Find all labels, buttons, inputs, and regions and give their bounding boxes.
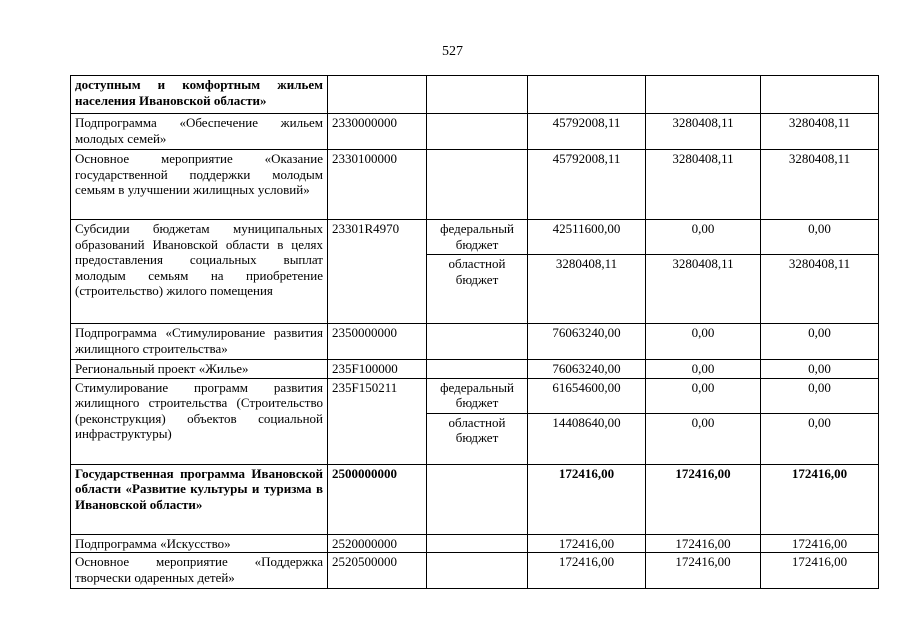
row-value-1: 61654600,00 <box>528 378 646 413</box>
row-value-1: 76063240,00 <box>528 360 646 379</box>
row-source <box>427 114 528 150</box>
row-name: Региональный проект «Жилье» <box>71 360 328 379</box>
row-value-3: 3280408,11 <box>761 255 879 324</box>
row-name: Основное мероприятие «Поддержка творчески одаренных детей» <box>71 553 328 589</box>
row-source <box>427 534 528 553</box>
row-value-1: 42511600,00 <box>528 220 646 255</box>
table-row <box>71 324 879 360</box>
row-value-1: 172416,00 <box>528 534 646 553</box>
row-source <box>427 360 528 379</box>
row-source <box>427 76 528 114</box>
row-value-2: 172416,00 <box>646 534 761 553</box>
row-value-3: 172416,00 <box>761 534 879 553</box>
row-name: Подпрограмма «Обеспечение жильем молодых семей» <box>71 114 328 150</box>
table-row <box>71 464 879 534</box>
row-code: 2330100000 <box>328 150 427 220</box>
row-name: Основное мероприятие «Оказание государственной поддержки молодым семьям в улучшении жилищных условий» <box>71 150 328 220</box>
row-value-2: 0,00 <box>646 360 761 379</box>
row-code: 2350000000 <box>328 324 427 360</box>
row-value-3: 172416,00 <box>761 553 879 589</box>
row-source <box>427 553 528 589</box>
row-name: Государственная программа Ивановской области «Развитие культуры и туризма в Ивановской области» <box>71 464 328 534</box>
row-value-3: 0,00 <box>761 324 879 360</box>
row-name: Стимулирование программ развития жилищного строительства (Строительство (реконструкция) объектов социальной инфраструктуры) <box>71 378 328 464</box>
row-value-3: 3280408,11 <box>761 150 879 220</box>
table-row <box>71 114 879 150</box>
row-value-1: 45792008,11 <box>528 150 646 220</box>
row-source <box>427 324 528 360</box>
table-row <box>71 220 879 255</box>
row-value-3: 0,00 <box>761 413 879 464</box>
row-value-3: 0,00 <box>761 360 879 379</box>
row-value-2: 0,00 <box>646 220 761 255</box>
row-value-3: 3280408,11 <box>761 114 879 150</box>
row-value-3: 0,00 <box>761 378 879 413</box>
table-row <box>71 378 879 413</box>
row-code: 2520500000 <box>328 553 427 589</box>
row-value-2: 172416,00 <box>646 464 761 534</box>
row-code: 2330000000 <box>328 114 427 150</box>
row-code: 2520000000 <box>328 534 427 553</box>
table-row <box>71 534 879 553</box>
row-value-2: 0,00 <box>646 378 761 413</box>
row-value-1: 14408640,00 <box>528 413 646 464</box>
row-source <box>427 464 528 534</box>
row-value-2: 172416,00 <box>646 553 761 589</box>
row-source: федеральный бюджет <box>427 220 528 255</box>
row-value-3: 0,00 <box>761 220 879 255</box>
row-value-2: 3280408,11 <box>646 255 761 324</box>
page-number: 527 <box>442 44 463 59</box>
row-source: областной бюджет <box>427 413 528 464</box>
row-value-3: 172416,00 <box>761 464 879 534</box>
budget-table <box>70 75 879 589</box>
table-row <box>71 553 879 589</box>
row-value-1: 3280408,11 <box>528 255 646 324</box>
table-row <box>71 76 879 114</box>
row-value-1: 172416,00 <box>528 464 646 534</box>
row-value-2: 0,00 <box>646 324 761 360</box>
row-value-1 <box>528 76 646 114</box>
row-source: областной бюджет <box>427 255 528 324</box>
row-code: 23301R4970 <box>328 220 427 324</box>
row-value-2 <box>646 76 761 114</box>
row-code: 235F100000 <box>328 360 427 379</box>
row-name: доступным и комфортным жильем населения Ивановской области» <box>71 76 328 114</box>
row-value-2: 3280408,11 <box>646 114 761 150</box>
row-value-3 <box>761 76 879 114</box>
row-code <box>328 76 427 114</box>
row-code: 2500000000 <box>328 464 427 534</box>
row-name: Подпрограмма «Стимулирование развития жилищного строительства» <box>71 324 328 360</box>
row-source <box>427 150 528 220</box>
table-row <box>71 360 879 379</box>
row-value-2: 3280408,11 <box>646 150 761 220</box>
row-code: 235F150211 <box>328 378 427 464</box>
row-value-1: 45792008,11 <box>528 114 646 150</box>
row-name: Субсидии бюджетам муниципальных образований Ивановской области в целях предоставления социальных выплат молодым семьям на приобретение (строительство) жилого помещения <box>71 220 328 324</box>
row-value-1: 76063240,00 <box>528 324 646 360</box>
row-value-2: 0,00 <box>646 413 761 464</box>
row-source: федеральный бюджет <box>427 378 528 413</box>
table-row <box>71 150 879 220</box>
row-value-1: 172416,00 <box>528 553 646 589</box>
row-name: Подпрограмма «Искусство» <box>71 534 328 553</box>
